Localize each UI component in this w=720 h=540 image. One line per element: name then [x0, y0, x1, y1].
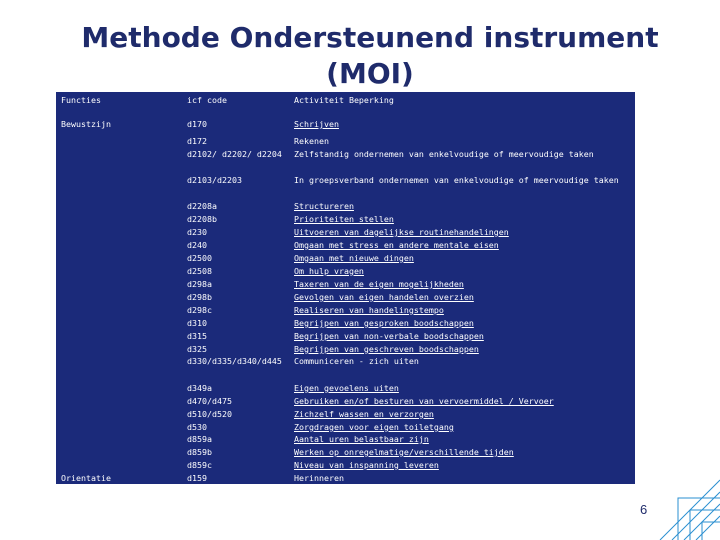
- code-cell: d240: [187, 240, 207, 250]
- functie-cell: Bewustzijn: [61, 119, 111, 129]
- activiteit-cell: Zorgdragen voor eigen toiletgang: [294, 422, 454, 432]
- code-cell: d2508: [187, 266, 212, 276]
- slide-title: Methode Ondersteunend instrument (MOI): [81, 21, 659, 90]
- activiteit-cell: Omgaan met nieuwe dingen: [294, 253, 414, 263]
- header-activiteit: Activiteit Beperking: [294, 95, 394, 105]
- code-cell: d159: [187, 473, 207, 483]
- code-cell: d298c: [187, 305, 212, 315]
- activiteit-cell: Zelfstandig ondernemen van enkelvoudige of meervoudige taken: [294, 149, 594, 159]
- code-cell: d2208a: [187, 201, 217, 211]
- activiteit-cell: Gebruiken en/of besturen van vervoermiddel / Vervoer: [294, 396, 554, 406]
- code-cell: d470/d475: [187, 396, 232, 406]
- code-cell: d298a: [187, 279, 212, 289]
- code-cell: d325: [187, 344, 207, 354]
- activiteit-cell: Rekenen: [294, 136, 329, 146]
- activiteit-cell: Zichzelf wassen en verzorgen: [294, 409, 434, 419]
- code-cell: d170: [187, 119, 207, 129]
- activiteit-cell: Taxeren van de eigen mogelijkheden: [294, 279, 464, 289]
- code-cell: d859c: [187, 460, 212, 470]
- activiteit-cell: Schrijven: [294, 119, 339, 129]
- activiteit-cell: Werken op onregelmatige/verschillende tijden: [294, 447, 514, 457]
- code-cell: d2500: [187, 253, 212, 263]
- activiteit-cell: Aantal uren belastbaar zijn: [294, 434, 429, 444]
- code-cell: d2102/ d2202/ d2204: [187, 149, 282, 159]
- activiteit-cell: Communiceren - zich uiten: [294, 356, 419, 366]
- page-number: 6: [640, 502, 648, 517]
- code-cell: d310: [187, 318, 207, 328]
- activiteit-cell: Omgaan met stress en andere mentale eisen: [294, 240, 499, 250]
- activiteit-cell: Begrijpen van geschreven boodschappen: [294, 344, 479, 354]
- corner-decoration-graphic: [650, 470, 720, 540]
- activiteit-cell: Begrijpen van gesproken boodschappen: [294, 318, 474, 328]
- activiteit-cell: Realiseren van handelingstempo: [294, 305, 444, 315]
- activiteit-cell: In groepsverband ondernemen van enkelvoudige of meervoudige taken: [294, 175, 619, 185]
- code-cell: d2208b: [187, 214, 217, 224]
- code-cell: d230: [187, 227, 207, 237]
- code-cell: d330/d335/d340/d445: [187, 356, 282, 366]
- header-icf-code: icf code: [187, 95, 227, 105]
- code-cell: d349a: [187, 383, 212, 393]
- code-cell: d298b: [187, 292, 212, 302]
- activiteit-cell: Gevolgen van eigen handelen overzien: [294, 292, 474, 302]
- code-cell: d859b: [187, 447, 212, 457]
- activiteit-cell: Prioriteiten stellen: [294, 214, 394, 224]
- code-cell: d859a: [187, 434, 212, 444]
- code-cell: d530: [187, 422, 207, 432]
- code-cell: d172: [187, 136, 207, 146]
- activiteit-cell: Structureren: [294, 201, 354, 211]
- activiteit-cell: Om hulp vragen: [294, 266, 364, 276]
- activiteit-cell: Uitvoeren van dagelijkse routinehandelingen: [294, 227, 509, 237]
- icf-table: [56, 92, 635, 484]
- activiteit-cell: Eigen gevoelens uiten: [294, 383, 399, 393]
- activiteit-cell: Niveau van inspanning leveren: [294, 460, 439, 470]
- code-cell: d2103/d2203: [187, 175, 242, 185]
- activiteit-cell: Begrijpen van non-verbale boodschappen: [294, 331, 484, 341]
- activiteit-cell: Herinneren: [294, 473, 344, 483]
- code-cell: d315: [187, 331, 207, 341]
- functie-cell: Orientatie: [61, 473, 111, 483]
- code-cell: d510/d520: [187, 409, 232, 419]
- header-functies: Functies: [61, 95, 101, 105]
